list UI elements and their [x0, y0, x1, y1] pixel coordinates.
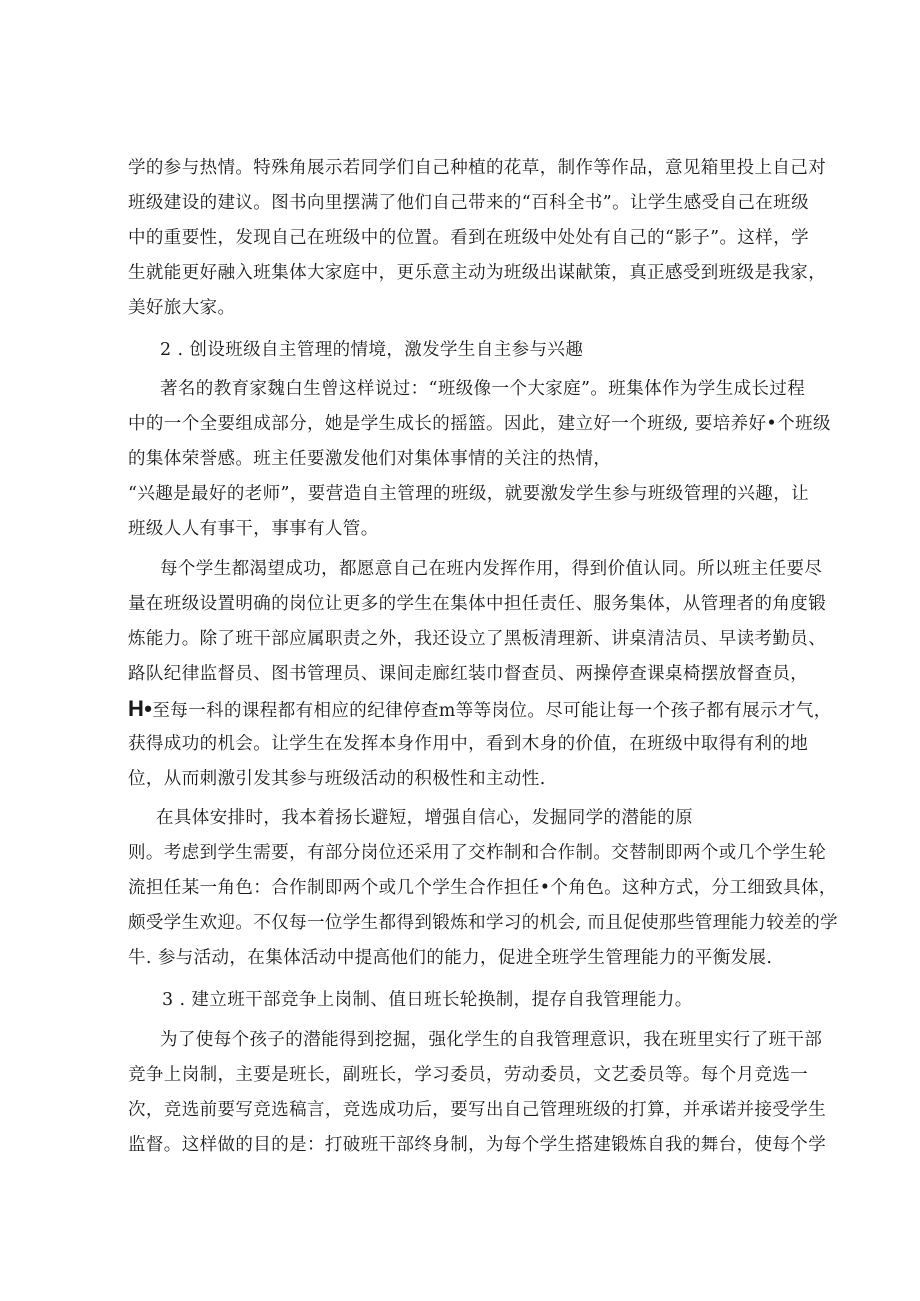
paragraph-line: “兴趣是最好的老师”，要营造自主管理的班级，就要激发学生参与班级管理的兴趣，让: [128, 484, 809, 504]
stray-glyph: H•: [128, 696, 153, 721]
paragraph-line: 为了使每个孩子的潜能得到挖掘，强化学生的自我管理意识，我在班里实行了班干部: [160, 1030, 823, 1050]
paragraph-line: 每个学生都渴望成功，都愿意自己在班内发挥作用，得到价值认同。所以班主任要尽: [160, 559, 823, 579]
paragraph-line: 炼能力。除了班干部应属职责之外，我还设立了黑板清理新、讲桌清洁员、早读考勤员、: [128, 629, 827, 649]
paragraph-line: 则。考虑到学生需要，有部分岗位还采用了交柞制和合作制。交替制即两个或几个学生轮: [128, 843, 827, 863]
section-heading-2: 2 . 创设班级自主管理的情境，激发学生自主参与兴趣: [160, 340, 584, 360]
paragraph-line: 竞争上岗制，主要是班长，副班长，学习委员，劳动委员，文艺委员等。每个月竞选一: [128, 1065, 809, 1085]
paragraph-line: 量在班级设置明确的岗位让更多的学生在集体中担任责任、服务集体，从管理者的角度锻: [128, 594, 827, 614]
paragraph-line: 学的参与热情。特殊角展示若同学们自己种植的花草，制作等作品，意见箱里投上自己对: [128, 158, 827, 178]
paragraph-line: 路队纪律监督员、图书管理员、课间走廊红装巾督查员、两操停查课桌椅摆放督查员，: [128, 664, 809, 684]
paragraph-line: 流担任某一角色：合作制即两个或几个学生合作担任•个角色。这种方式，分工细致具体，: [128, 878, 837, 898]
paragraph-line: 位，从而刺激引发其参与班级活动的积极性和主动性.: [128, 769, 546, 789]
paragraph-line: 中的重要性，发现自己在班级中的位置。看到在班级中处处有自己的“影子”。这样，学: [128, 228, 809, 248]
paragraph-line: 颇受学生欢迎。不仅每一位学生都得到锻炼和学习的机会, 而且促使那些管理能力较差的学: [128, 913, 839, 933]
paragraph-line: 的集体荣誉感。班主任要激发他们对集体事情的关注的热情，: [128, 449, 612, 469]
paragraph-line: 次，竞选前要写竞选稿言，竞选成功后，要写出自己管理班级的打算，并承诺并接受学生: [128, 1100, 827, 1120]
paragraph-line: 生就能更好融入班集体大家庭中，更乐意主动为班级出谋献策，真正感受到班级是我家，: [128, 263, 827, 283]
paragraph-line: 获得成功的机会。让学生在发挥本身作用中，看到木身的价值，在班级中取得有利的地: [128, 734, 809, 754]
paragraph-line: 著名的教育家魏白生曾这样说过：“班级像一个大家庭”。班集体作为学生成长过程: [160, 379, 806, 399]
paragraph-line-odd: [128, 697, 832, 723]
paragraph-line: 美好旅大家。: [128, 298, 236, 318]
paragraph-line: 班级建设的建议。图书向里摆满了他们自己带来的“百科全书”。让学生感受自己在班级: [128, 193, 809, 213]
paragraph-line: 监督。这样做的目的是：打破班干部终身制，为每个学生搭建锻炼自我的舞台，使每个学: [128, 1135, 827, 1155]
paragraph-line: 中的一个全要组成部分，她是学生成长的摇篮。因此，建立好一个班级, 要培养好•个班级: [128, 414, 831, 434]
section-heading-3: 3 . 建立班干部竞争上岗制、值日班长轮换制，提存自我管理能力。: [162, 990, 693, 1010]
paragraph-line: 牛. 参与活动，在集体活动中提高他们的能力，促进全班学生管理能力的平衡发展.: [128, 948, 773, 968]
paragraph-line: 班级人人有事干，事事有人管。: [128, 519, 379, 539]
paragraph-line: 在具体安排时，我本着扬长避短，增强自信心，发掘同学的潜能的原: [156, 808, 693, 828]
paragraph-line-rest: 至每一科的课程都有相应的纪律停查m等等岗位。尽可能让每一个孩子都有展示才气，: [152, 701, 832, 721]
